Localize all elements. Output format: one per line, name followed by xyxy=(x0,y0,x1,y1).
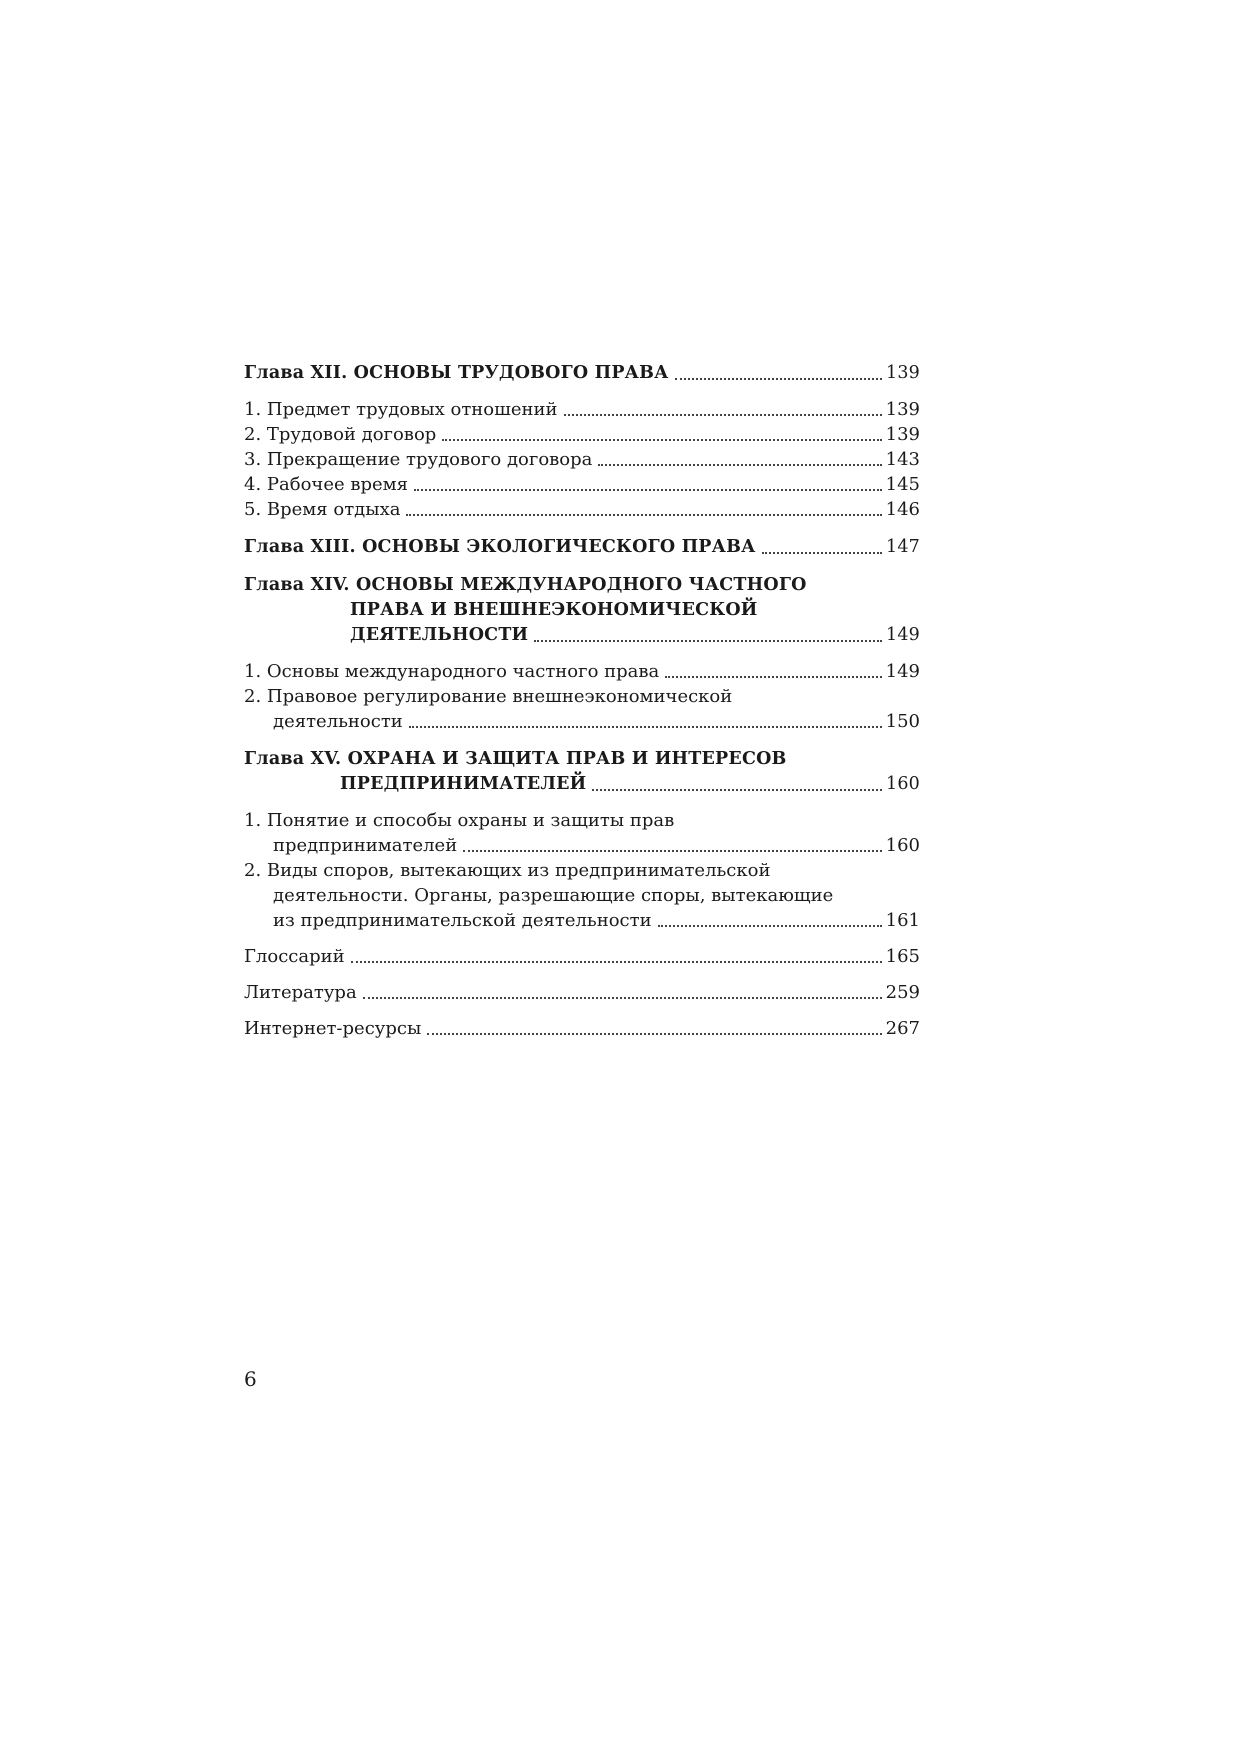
leader-dots xyxy=(463,850,881,852)
toc-chapter-title: Глава XII. ОСНОВЫ ТРУДОВОГО ПРАВА xyxy=(244,363,669,383)
leader-dots xyxy=(598,464,881,466)
leader-dots xyxy=(427,1033,881,1035)
toc-section-title: Литература xyxy=(244,982,357,1003)
toc-section-title: 1. Основы международного частного права xyxy=(244,661,660,682)
toc-page-number: 259 xyxy=(885,982,920,1003)
toc-section-title: 2. Трудовой договор xyxy=(244,424,437,445)
toc-section-title: предпринимателей xyxy=(273,835,458,856)
toc-section-title: 1. Предмет трудовых отношений xyxy=(244,399,558,420)
toc-page-number: 139 xyxy=(885,399,920,420)
toc-section xyxy=(244,447,920,472)
toc-chapter-title: Глава XIII. ОСНОВЫ ЭКОЛОГИЧЕСКОГО ПРАВА xyxy=(244,537,756,557)
leader-dots xyxy=(675,378,882,380)
toc-internet-resources xyxy=(244,1016,920,1041)
page-number: 6 xyxy=(244,1367,257,1391)
toc-section xyxy=(244,709,920,734)
toc-literature xyxy=(244,980,920,1005)
leader-dots xyxy=(414,489,882,491)
toc-chapter-14 xyxy=(244,623,920,648)
toc-chapter-13 xyxy=(244,535,920,560)
toc-section-line2: деятельности. Органы, разрешающие споры, вытекающие xyxy=(273,885,834,906)
toc-page-number: 161 xyxy=(885,910,920,931)
toc-chapter-15-line1: Глава XV. ОХРАНА И ЗАЩИТА ПРАВ И ИНТЕРЕСОВ xyxy=(244,749,787,769)
leader-dots xyxy=(442,439,881,441)
toc-section-line1: 2. Правовое регулирование внешнеэкономической xyxy=(244,686,733,707)
toc-chapter-title: ДЕЯТЕЛЬНОСТИ xyxy=(350,625,529,645)
toc-page-number: 149 xyxy=(885,625,920,645)
toc-page-number: 149 xyxy=(885,661,920,682)
toc-section xyxy=(244,497,920,522)
toc-section xyxy=(244,472,920,497)
toc-page-number: 139 xyxy=(885,363,920,383)
toc-section xyxy=(244,659,920,684)
leader-dots xyxy=(409,726,882,728)
toc-section-line1: 1. Понятие и способы охраны и защиты прав xyxy=(244,810,675,831)
leader-dots xyxy=(762,552,882,554)
toc-section-title: Глоссарий xyxy=(244,946,345,967)
toc-section xyxy=(244,908,920,933)
leader-dots xyxy=(564,414,882,416)
toc-page-number: 145 xyxy=(885,474,920,495)
toc-page-number: 160 xyxy=(885,774,920,794)
toc-page-number: 150 xyxy=(885,711,920,732)
toc-section-title: 5. Время отдыха xyxy=(244,499,401,520)
toc-section-line1: 2. Виды споров, вытекающих из предпринимательской xyxy=(244,860,771,881)
table-of-contents xyxy=(244,361,920,1041)
toc-page-number: 139 xyxy=(885,424,920,445)
toc-section xyxy=(244,422,920,447)
leader-dots xyxy=(406,514,881,516)
toc-section-title: из предпринимательской деятельности xyxy=(273,910,652,931)
toc-page-number: 165 xyxy=(885,946,920,967)
toc-glossary xyxy=(244,944,920,969)
toc-chapter-title: ПРЕДПРИНИМАТЕЛЕЙ xyxy=(340,774,587,794)
toc-chapter-14-line2: ПРАВА И ВНЕШНЕЭКОНОМИЧЕСКОЙ xyxy=(350,600,758,620)
toc-section-title: 4. Рабочее время xyxy=(244,474,409,495)
leader-dots xyxy=(665,676,881,678)
toc-section-title: Интернет-ресурсы xyxy=(244,1018,422,1039)
toc-chapter-14-line1: Глава XIV. ОСНОВЫ МЕЖДУНАРОДНОГО ЧАСТНОГО xyxy=(244,575,807,595)
toc-section-title: деятельности xyxy=(273,711,403,732)
toc-page-number: 143 xyxy=(885,449,920,470)
toc-page-number: 267 xyxy=(885,1018,920,1039)
leader-dots xyxy=(592,789,882,791)
toc-page-number: 147 xyxy=(885,537,920,557)
toc-section xyxy=(244,833,920,858)
leader-dots xyxy=(534,640,882,642)
toc-section-title: 3. Прекращение трудового договора xyxy=(244,449,593,470)
toc-page-number: 146 xyxy=(885,499,920,520)
toc-chapter-12 xyxy=(244,361,920,386)
toc-page-number: 160 xyxy=(885,835,920,856)
leader-dots xyxy=(658,925,882,927)
leader-dots xyxy=(363,997,882,999)
toc-section xyxy=(244,397,920,422)
toc-chapter-15 xyxy=(244,772,920,797)
leader-dots xyxy=(351,961,882,963)
